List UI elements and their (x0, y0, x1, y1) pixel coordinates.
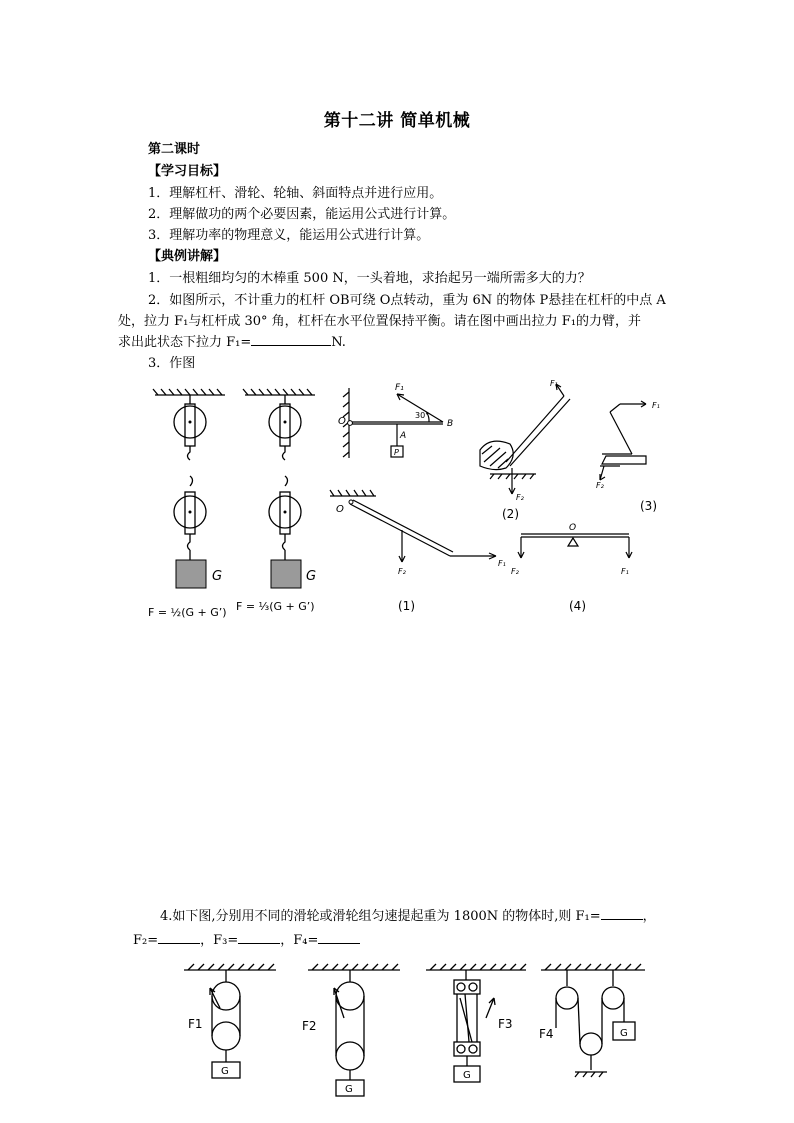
pivot-label: O (569, 523, 577, 533)
blank-label-f2: F₂= (133, 933, 159, 948)
question-1: 1．一根粗细均匀的木棒重 500 N，一头着地，求抬起另一端所需多大的力？ (148, 271, 591, 286)
lever-figure-4 (505, 516, 655, 616)
weight-label: G (212, 569, 223, 584)
weight-label: P (394, 448, 399, 457)
pulley-system-4 (535, 958, 655, 1083)
force-label: F₁ (550, 379, 558, 388)
force-label-f2: F2 (302, 1019, 317, 1033)
force-label-f3: F3 (498, 1017, 513, 1031)
question-4-prompt: 4.如下图,分别用不同的滑轮或滑轮组匀速提起重为 1800N 的物体时,则 F₁= (160, 909, 601, 924)
page-title: 第十二讲 简单机械 (323, 111, 471, 131)
examples-header: 【典例讲解】 (148, 249, 227, 264)
objective-item: 3．理解功率的物理意义，能运用公式进行计算。 (148, 228, 430, 243)
answer-blank-f1[interactable] (601, 908, 643, 920)
question-2-line2: 处，拉力 F₁与杠杆成 30° 角，杠杆在水平位置保持平衡。请在图中画出拉力 F₁的力臂，并 (118, 314, 642, 329)
objective-item: 2．理解做功的两个必要因素，能运用公式进行计算。 (148, 207, 456, 222)
question-4-line2 (133, 929, 360, 948)
weight-label: G (306, 569, 317, 584)
force-label: F₁ (652, 401, 660, 410)
objectives-header: 【学习目标】 (148, 164, 227, 179)
pulley-system-2 (300, 958, 410, 1103)
force-label: F₁ (498, 559, 506, 568)
caption-3: (3) (640, 499, 657, 513)
weight-label: G (221, 1066, 229, 1077)
weight-label: G (620, 1028, 628, 1039)
force-label-f4: F4 (539, 1027, 554, 1041)
force-label-f1: F1 (188, 1017, 203, 1031)
question-2-line1: 2．如图所示，不计重力的杠杆 OB可绕 O点转动，重为 6N 的物体 P悬挂在杠杆的中点 A (148, 293, 666, 308)
lever-figure-1 (320, 486, 520, 616)
caption-1: (1) (398, 599, 415, 613)
formula-half: F = ½(G + G’) (148, 606, 227, 619)
pulley-system-1 (180, 958, 280, 1098)
lever-figure-3 (590, 390, 670, 515)
question-4-line1: 4.如下图,分别用不同的滑轮或滑轮组匀速提起重为 1800N 的物体时,则 F₁= ， (160, 909, 656, 924)
session-label: 第二课时 (148, 142, 201, 157)
objective-item: 1．理解杠杆、滑轮、轮轴、斜面特点并进行应用。 (148, 186, 443, 201)
weight-label: G (463, 1070, 471, 1081)
angle-label: 30° (415, 411, 430, 420)
end-label: B (447, 419, 454, 429)
blank-label-f4: ，F₄= (280, 933, 319, 948)
force-label: F₂ (516, 493, 524, 502)
pivot-label: O (338, 416, 346, 427)
pulley-system-3 (420, 958, 530, 1093)
formula-third: F = ⅓(G + G’) (236, 600, 315, 613)
force-label: F₂ (596, 481, 604, 490)
caption-2: (2) (502, 507, 519, 521)
force-label: F₂ (511, 567, 519, 576)
pulley-figures (140, 378, 330, 628)
answer-blank-f4[interactable] (318, 932, 360, 944)
answer-blank-f2[interactable] (158, 932, 200, 944)
force-label: F₂ (398, 567, 406, 576)
force-label: F₁ (621, 567, 629, 576)
question-2-prompt: 求出此状态下拉力 F₁= (118, 335, 252, 350)
question-3: 3．作图 (148, 356, 196, 371)
question-2-unit: N. (331, 335, 346, 350)
blank-label-f3: ，F₃= (200, 933, 239, 948)
answer-blank-f3[interactable] (238, 932, 280, 944)
answer-blank-f1[interactable] (251, 334, 331, 346)
pivot-label: O (336, 504, 344, 515)
force-label: F₁ (395, 383, 404, 393)
midpoint-label: A (400, 431, 407, 441)
caption-4: (4) (569, 599, 586, 613)
weight-label: G (345, 1084, 353, 1095)
question-2-line3 (118, 331, 346, 350)
lever-figure-q2 (335, 378, 465, 468)
